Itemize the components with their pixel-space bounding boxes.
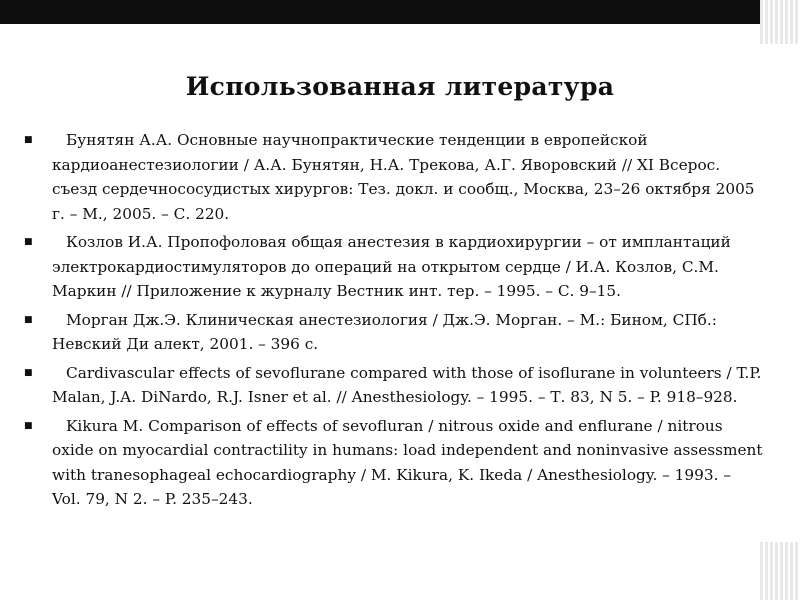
top-right-stripes	[760, 0, 800, 44]
square-bullet-icon: ■	[24, 237, 33, 247]
reference-item	[24, 128, 764, 226]
reference-item	[24, 414, 764, 512]
top-dark-bar	[0, 0, 800, 24]
slide-title: Использованная литература	[185, 72, 615, 101]
reference-text: Cardivascular effects of sevoflurane compared with those of isoflurane in volunteers / T.P. Malan, J.A. DiNardo, R.J. Isner et al. // Anesthesiology. – 1995. – Т. 83, N 5. – P. 918–928.	[52, 363, 762, 406]
reference-item	[24, 308, 764, 357]
reference-text: Kikura M. Comparison of effects of sevofluran / nitrous oxide and enflurane / nitrous oxide on myocardial contractility in humans: load independent and noninvasive assessment with tranesophageal echocardiography / M. Kikura, K. Ikeda / Anesthesiology. – 1993. – Vol. 79, N 2. – P. 235–243.	[52, 416, 763, 508]
square-bullet-icon: ■	[24, 314, 33, 325]
square-bullet-icon: ■	[24, 135, 33, 145]
reference-text: Козлов И.А. Пропофоловая общая анестезия в кардиохирургии – от имплантаций электрокардиостимуляторов до операций на открытом сердце / И.А. Козлов, С.М. Маркин // Приложение к журналу Вестник инт. тер. – 1995. – С. 9–15.	[52, 233, 731, 300]
reference-text: Морган Дж.Э. Клиническая анестезиология / Дж.Э. Морган. – М.: Бином, СПб.: Невский Ди алект, 2001. – 396 с.	[52, 310, 717, 353]
reference-item	[24, 361, 764, 410]
reference-item	[24, 230, 764, 304]
square-bullet-icon: ■	[24, 420, 33, 431]
reference-list	[24, 128, 764, 516]
reference-text: Бунятян А.А. Основные научнопрактические тенденции в европейской кардиоанестезиологии / А.А. Бунятян, Н.А. Трекова, А.Г. Яворовский // XI Всерос. съезд сердечнососудистых хирургов: Тез. докл. и сообщ., Москва, 23–26 октября 2005 г. – М., 2005. – С. 220.	[52, 131, 755, 223]
bottom-right-stripes	[760, 542, 800, 600]
square-bullet-icon: ■	[24, 367, 33, 378]
